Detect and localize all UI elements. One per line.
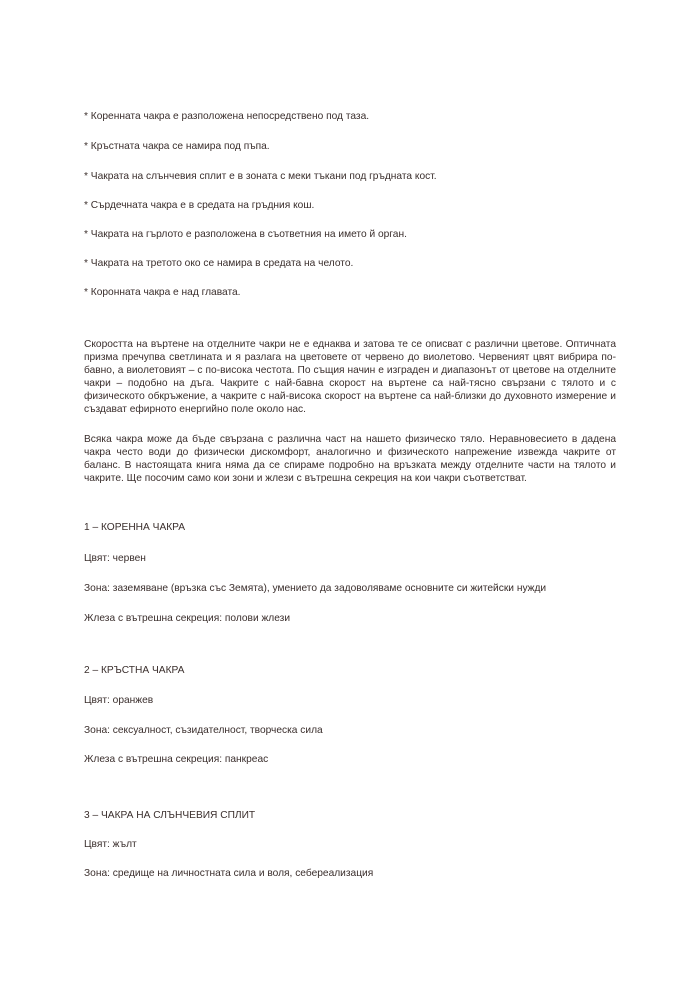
chakra-2-zone: Зона: сексуалност, съзидателност, творческа сила — [84, 725, 323, 736]
chakra-1-zone: Зона: заземяване (връзка със Земята), умението да задоволяваме основните си житейски нужди — [84, 583, 547, 594]
bullet-root-chakra: * Коренната чакра е разположена непосредствено под таза. — [84, 111, 370, 122]
bullet-heart-chakra: * Сърдечната чакра е в средата на гръдния кош. — [84, 200, 315, 211]
bullet-third-eye-chakra: * Чакрата на третото око се намира в средата на челото. — [84, 258, 354, 269]
bullet-throat-chakra: * Чакрата на гърлото е разположена в съответния на името й орган. — [84, 229, 407, 240]
chakra-3-color: Цвят: жълт — [84, 839, 137, 850]
chakra-2-color: Цвят: оранжев — [84, 695, 154, 706]
paragraph-body-connection: Всяка чакра може да бъде свързана с различна част на нашето физическо тяло. Неравновесието в дадена чакра често води до физически дискомфорт, аналогично и физическото напрежение извежда чакрите от баланс. В настоящата книга няма да се спираме подробно на връзката между отделните части на тялото и чакрите. Ще посочим само кои зони и жлези с вътрешна секреция на кои чакри съответстват. — [84, 434, 616, 484]
chakra-1-color: Цвят: червен — [84, 553, 146, 564]
chakra-3-title: 3 – ЧАКРА НА СЛЪНЧЕВИЯ СПЛИТ — [84, 810, 256, 821]
bullet-sacral-chakra: * Кръстната чакра се намира под пъпа. — [84, 141, 270, 152]
paragraph-rotation-speed: Скоростта на въртене на отделните чакри не е еднаква и затова те се описват с различни цветове. Оптичната призма пречупва светлината и я разлага на цветовете от червено до виолетово. Червеният цвят вибрира по-бавно, а виолетовият – с по-висока честота. По същия начин е изграден и диапазонът от цветове на отделните чакри – подобно на дъга. Чакрите с най-бавна скорост на въртене са най-тясно свързани с тялото и с физическото обкръжение, а чакрите с най-висока скорост на въртене са най-близки до духовното измерение и създават ефирното енергийно поле около нас. — [84, 339, 616, 415]
bullet-solar-plexus-chakra: * Чакрата на слънчевия сплит е в зоната с меки тъкани под гръдната кост. — [84, 171, 437, 182]
bullet-crown-chakra: * Коронната чакра е над главата. — [84, 287, 241, 298]
chakra-1-title: 1 – КОРЕННА ЧАКРА — [84, 522, 186, 533]
chakra-2-gland: Жлеза с вътрешна секреция: панкреас — [84, 754, 269, 765]
chakra-2-title: 2 – КРЪСТНА ЧАКРА — [84, 665, 185, 676]
chakra-1-gland: Жлеза с вътрешна секреция: полови жлези — [84, 613, 291, 624]
chakra-3-zone: Зона: средище на личностната сила и воля, себереализация — [84, 868, 374, 879]
